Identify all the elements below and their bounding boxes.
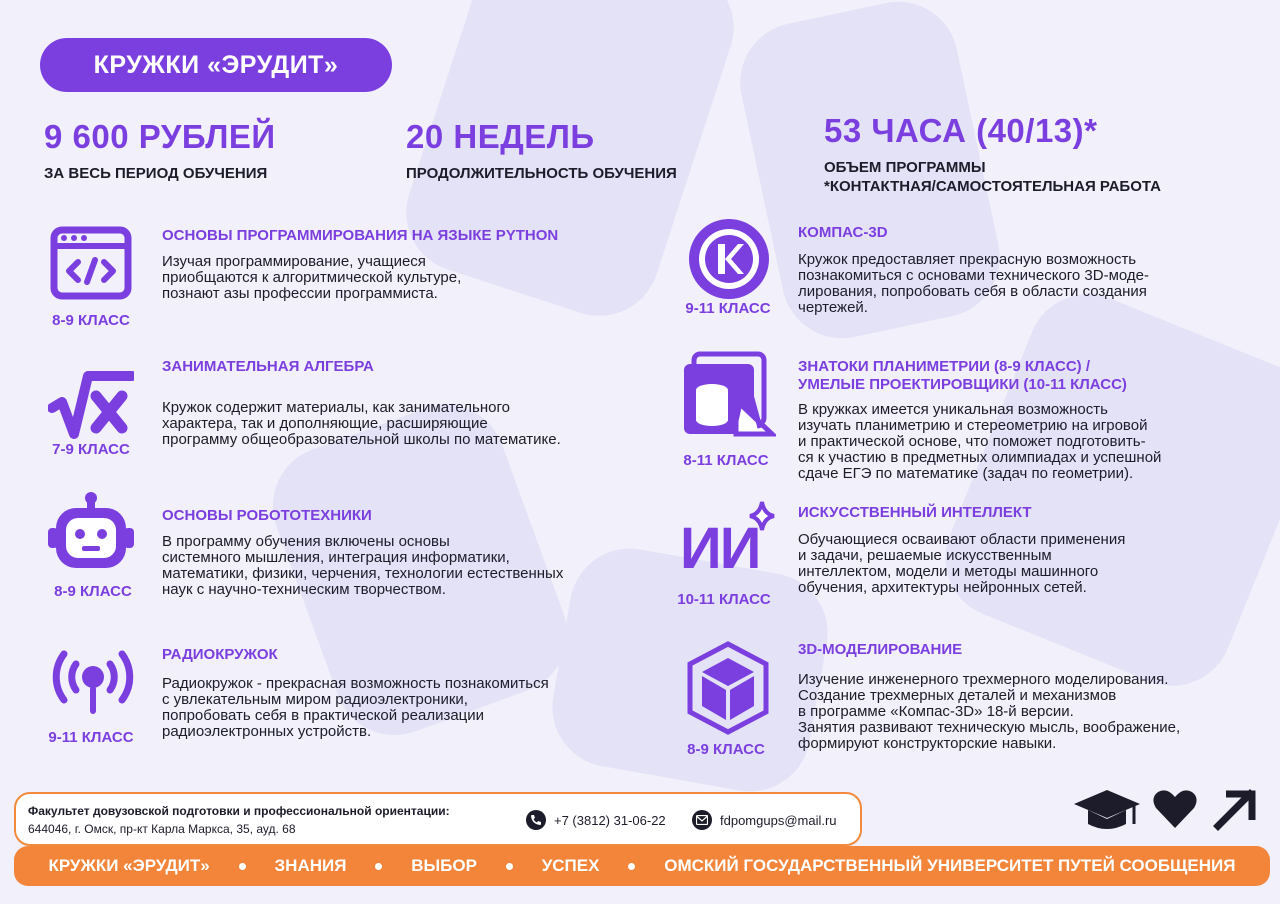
course-description: Кружок содержит материалы, как занимательного характера, так и дополняющие, расширяющие программу общеобразовательной школы по математике. (162, 399, 561, 448)
mail-icon (692, 810, 712, 830)
ai-sparkle-icon (680, 500, 776, 588)
stat-hours (824, 112, 1161, 196)
cube-icon (680, 640, 776, 736)
course-grade: 7-9 КЛАСС (52, 441, 130, 458)
phone-number: +7 (3812) 31-06-22 (554, 812, 666, 828)
stat-price (44, 118, 276, 183)
footer-separator (239, 863, 246, 870)
course-grade: 8-9 КЛАСС (687, 741, 765, 758)
kompas-logo-icon (686, 216, 772, 302)
address: 644046, г. Омск, пр-кт Карла Маркса, 35, ауд. 68 (28, 822, 296, 836)
phone-icon (526, 810, 546, 830)
course-description: Обучающиеся осваивают области применения и задачи, решаемые искусственным интеллектом, модели и методы машинного обучения, архитектуры нейронных сетей. (798, 531, 1126, 596)
course-grade: 8-9 КЛАСС (54, 583, 132, 600)
stat-value: 20 НЕДЕЛЬ (406, 118, 595, 155)
footer-separator (628, 863, 635, 870)
course-grade: 10-11 КЛАСС (677, 591, 771, 608)
email-contact[interactable] (692, 810, 837, 830)
course-description: Кружок предоставляет прекрасную возможность познакомиться с основами технического 3D-моде- лирования, попробовать себя в области создания чертежей. (798, 251, 1150, 316)
course-title: КОМПАС-3D (798, 224, 888, 241)
stat-duration (406, 118, 677, 183)
heart-icon (1152, 788, 1198, 835)
geometry-tools-icon (680, 350, 776, 446)
course-description: В кружках имеется уникальная возможность изучать планиметрию и стереометрию на игровой и практической основе, что поможет подготовить- ся к участию в предметных олимпиадах и успешной сдаче ЕГЭ по математике (задач по геометрии). (798, 401, 1162, 482)
ai-icon-letters: ИИ (680, 516, 760, 581)
background-shape (927, 276, 1280, 704)
footer-item: КРУЖКИ «ЭРУДИТ» (48, 856, 210, 875)
course-description: Изучая программирование, учащиеся приобщаются к алгоритмической культуре, познают азы профессии программиста. (162, 253, 462, 302)
footer-item: УСПЕХ (541, 856, 600, 875)
footer-item: ЗНАНИЯ (274, 856, 347, 875)
radio-antenna-icon (50, 634, 136, 720)
course-description: В программу обучения включены основы системного мышления, интеграция информатики, математики, физики, черчения, технологии естественных наук с научно-техническим творчеством. (162, 533, 564, 598)
course-grade: 8-11 КЛАСС (683, 452, 769, 469)
course-title: РАДИОКРУЖОК (162, 646, 278, 663)
square-root-icon (48, 362, 134, 448)
stat-value: 53 ЧАСА (40/13)* (824, 112, 1098, 149)
footer-item: ВЫБОР (411, 856, 477, 875)
course-title: ЗНАТОКИ ПЛАНИМЕТРИИ (8-9 КЛАСС) / УМЕЛЫЕ ПРОЕКТИРОВЩИКИ (10-11 КЛАСС) (798, 358, 1127, 393)
email-address: fdpomgups@mail.ru (720, 812, 837, 828)
course-title: ИСКУССТВЕННЫЙ ИНТЕЛЛЕКТ (798, 504, 1032, 521)
stat-label: ОБЪЕМ ПРОГРАММЫ (824, 159, 986, 176)
course-title: ОСНОВЫ РОБОТОТЕХНИКИ (162, 507, 372, 524)
course-grade: 9-11 КЛАСС (48, 729, 134, 746)
arrow-up-right-icon (1212, 788, 1258, 837)
phone-contact[interactable] (526, 810, 666, 830)
course-grade: 9-11 КЛАСС (685, 300, 771, 317)
course-title: ЗАНИМАТЕЛЬНАЯ АЛГЕБРА (162, 358, 374, 375)
stat-label: ЗА ВЕСЬ ПЕРИОД ОБУЧЕНИЯ (44, 165, 268, 182)
robot-icon (48, 490, 134, 576)
course-description: Радиокружок - прекрасная возможность познакомиться с увлекательным миром радиоэлектроники, попробовать себя в практической реализации радиоэлектронных устройств. (162, 675, 549, 740)
org-name: Факультет довузовской подготовки и профессиональной ориентации: (28, 804, 450, 818)
page-title: КРУЖКИ «ЭРУДИТ» (40, 38, 392, 92)
code-window-icon (48, 222, 134, 308)
stat-note: *КОНТАКТНАЯ/САМОСТОЯТЕЛЬНАЯ РАБОТА (824, 178, 1161, 195)
stat-label: ПРОДОЛЖИТЕЛЬНОСТЬ ОБУЧЕНИЯ (406, 165, 677, 182)
footer-separator (375, 863, 382, 870)
course-description: Изучение инженерного трехмерного моделирования. Создание трехмерных деталей и механизмов в программе «Компас-3D» 18-й версии. Занятия развивают техническую мысль, воображение, формируют конструкторские навыки. (798, 671, 1181, 752)
course-title: ОСНОВЫ ПРОГРАММИРОВАНИЯ НА ЯЗЫКЕ PYTHON (162, 227, 559, 244)
footer-bar (14, 846, 1270, 886)
footer-item: ОМСКИЙ ГОСУДАРСТВЕННЫЙ УНИВЕРСИТЕТ ПУТЕЙ СООБЩЕНИЯ (664, 856, 1236, 875)
footer-separator (506, 863, 513, 870)
course-grade: 8-9 КЛАСС (52, 312, 130, 329)
stat-value: 9 600 РУБЛЕЙ (44, 118, 276, 155)
course-title: 3D-МОДЕЛИРОВАНИЕ (798, 641, 963, 658)
graduation-cap-icon (1072, 786, 1142, 841)
